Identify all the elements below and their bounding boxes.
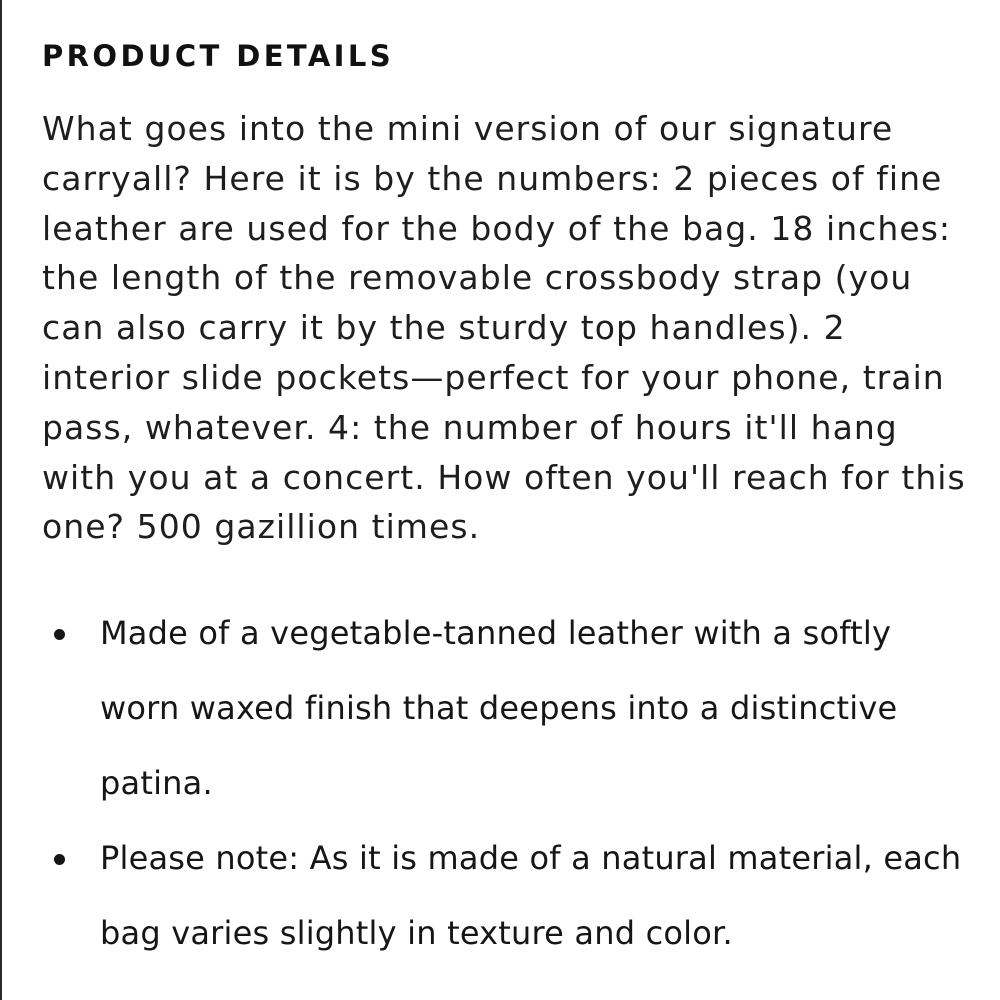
feature-text: Please note: As it is made of a natural material, each bag varies slightly in texture and color. (100, 839, 962, 953)
product-description: What goes into the mini version of our signature carryall? Here it is by the numbers: 2 pieces of fine leather are used for the body of the bag. 18 inches: the length of the removable crossbody strap (you can also carry it by the sturdy top handles). 2 interior slide pockets—perfect for your phone, train pass, whatever. 4: the number of hours it'll hang with you at a concert. How often you'll reach for this one? 500 gazillion times. (42, 109, 966, 547)
feature-list-item (42, 821, 972, 971)
product-details-section (42, 34, 972, 971)
left-border-divider (0, 0, 2, 1000)
feature-list-item (42, 596, 972, 821)
bullet-icon (54, 629, 65, 640)
bullet-icon (54, 854, 65, 865)
feature-list (42, 596, 972, 971)
product-details-heading: PRODUCT DETAILS (42, 39, 395, 73)
feature-text: Made of a vegetable-tanned leather with a softly worn waxed finish that deepens into a distinctive patina. (100, 614, 898, 803)
